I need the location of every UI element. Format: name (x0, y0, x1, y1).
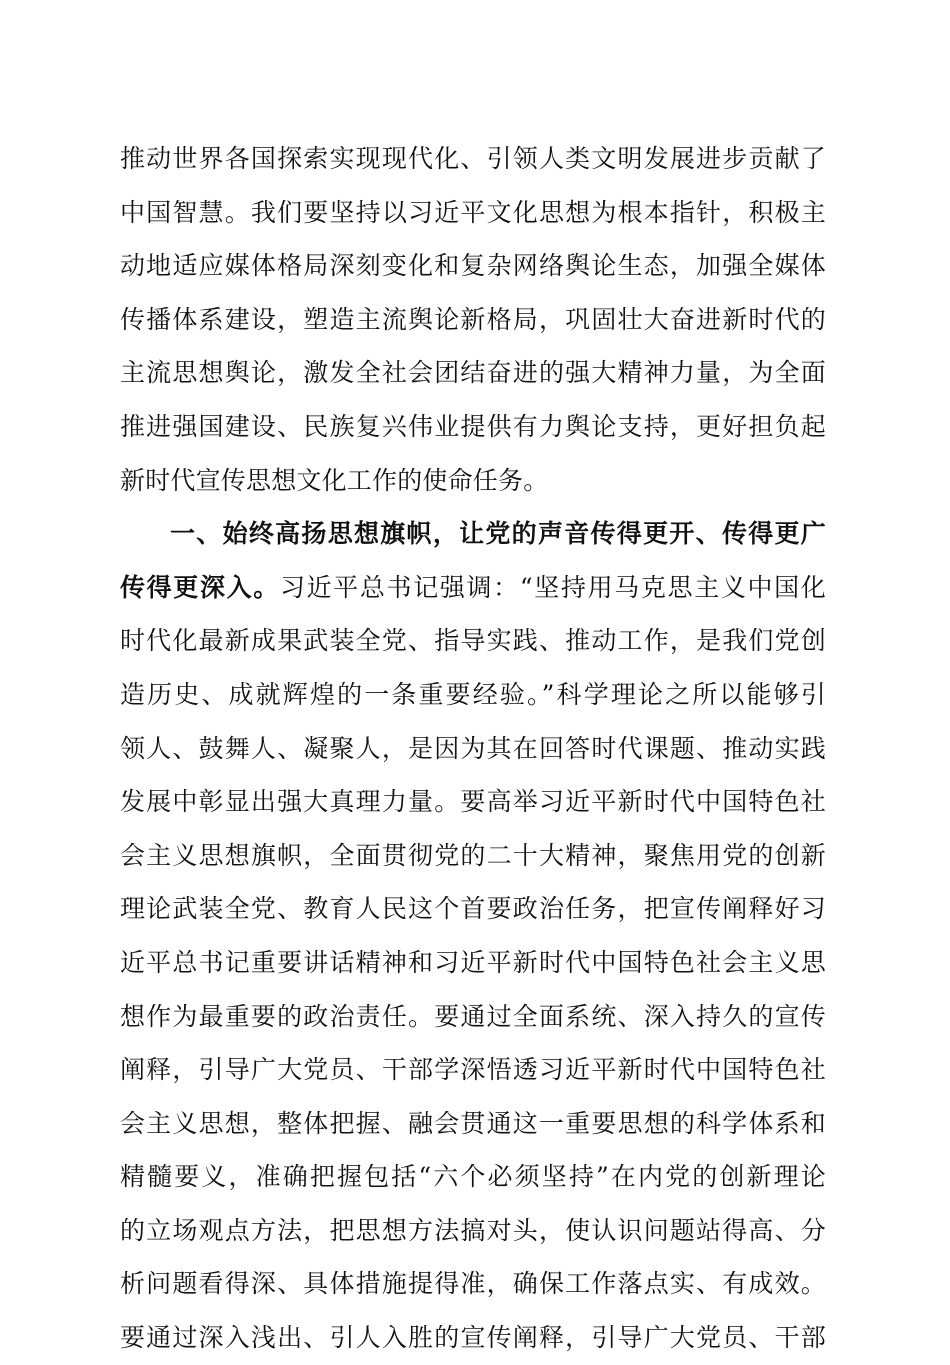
intro-line-1: 推动世界各国探索实现现代化、引领人类文明发展进步贡献了 (120, 144, 826, 173)
section-line-3: 时代化最新成果武装全党、指导实践、推动工作，是我们党创 (120, 626, 826, 656)
section-line-12: 会主义思想，整体把握、融会贯通这一重要思想的科学体系和 (120, 1108, 826, 1138)
intro-line-6: 推进强国建设、民族复兴伟业提供有力舆论支持，更好担负起 (120, 411, 826, 441)
section-line-8: 理论武装全党、教育人民这个首要政治任务，把宣传阐释好习 (120, 894, 826, 924)
section-line-16: 要通过深入浅出、引人入胜的宣传阐释，引导广大党员、干部 (120, 1323, 826, 1353)
intro-line-3: 动地适应媒体格局深刻变化和复杂网络舆论生态，加强全媒体 (120, 251, 826, 281)
section-line-9: 近平总书记重要讲话精神和习近平新时代中国特色社会主义思 (120, 947, 826, 977)
section-line-11: 阐释，引导广大党员、干部学深悟透习近平新时代中国特色社 (120, 1055, 826, 1085)
section-line-10: 想作为最重要的政治责任。要通过全面系统、深入持久的宣传 (120, 1001, 826, 1031)
section-line-13: 精髓要义，准确把握包括“六个必须坚持”在内党的创新理论 (120, 1162, 826, 1192)
section-line-4: 造历史、成就辉煌的一条重要经验。”科学理论之所以能够引 (120, 679, 826, 709)
intro-line-2: 中国智慧。我们要坚持以习近平文化思想为根本指针，积极主 (120, 197, 826, 227)
intro-line-4: 传播体系建设，塑造主流舆论新格局，巩固壮大奋进新时代的 (120, 304, 826, 334)
section-line-5: 领人、鼓舞人、凝聚人，是因为其在回答时代课题、推动实践 (120, 733, 826, 763)
intro-line-5: 主流思想舆论，激发全社会团结奋进的强大精神力量，为全面 (120, 358, 826, 388)
section-heading-line-2: 传得更深入。 (120, 572, 280, 602)
section-line-15: 析问题看得深、具体措施提得准，确保工作落点实、有成效。 (120, 1269, 826, 1299)
section-line-2-rest: 习近平总书记强调：“坚持用马克思主义中国化 (279, 572, 826, 602)
section-line-14: 的立场观点方法，把思想方法搞对头，使认识问题站得高、分 (120, 1215, 826, 1245)
section-line-mixed (120, 561, 826, 615)
section-line-7: 会主义思想旗帜，全面贯彻党的二十大精神，聚焦用党的创新 (120, 840, 826, 870)
section-heading-line-1: 一、始终高扬思想旗帜，让党的声音传得更开、传得更广 (170, 519, 826, 549)
body-text (120, 132, 826, 1365)
intro-line-7: 新时代宣传思想文化工作的使命任务。 (120, 465, 549, 495)
section-line-6: 发展中彰显出强大真理力量。要高举习近平新时代中国特色社 (120, 787, 826, 817)
